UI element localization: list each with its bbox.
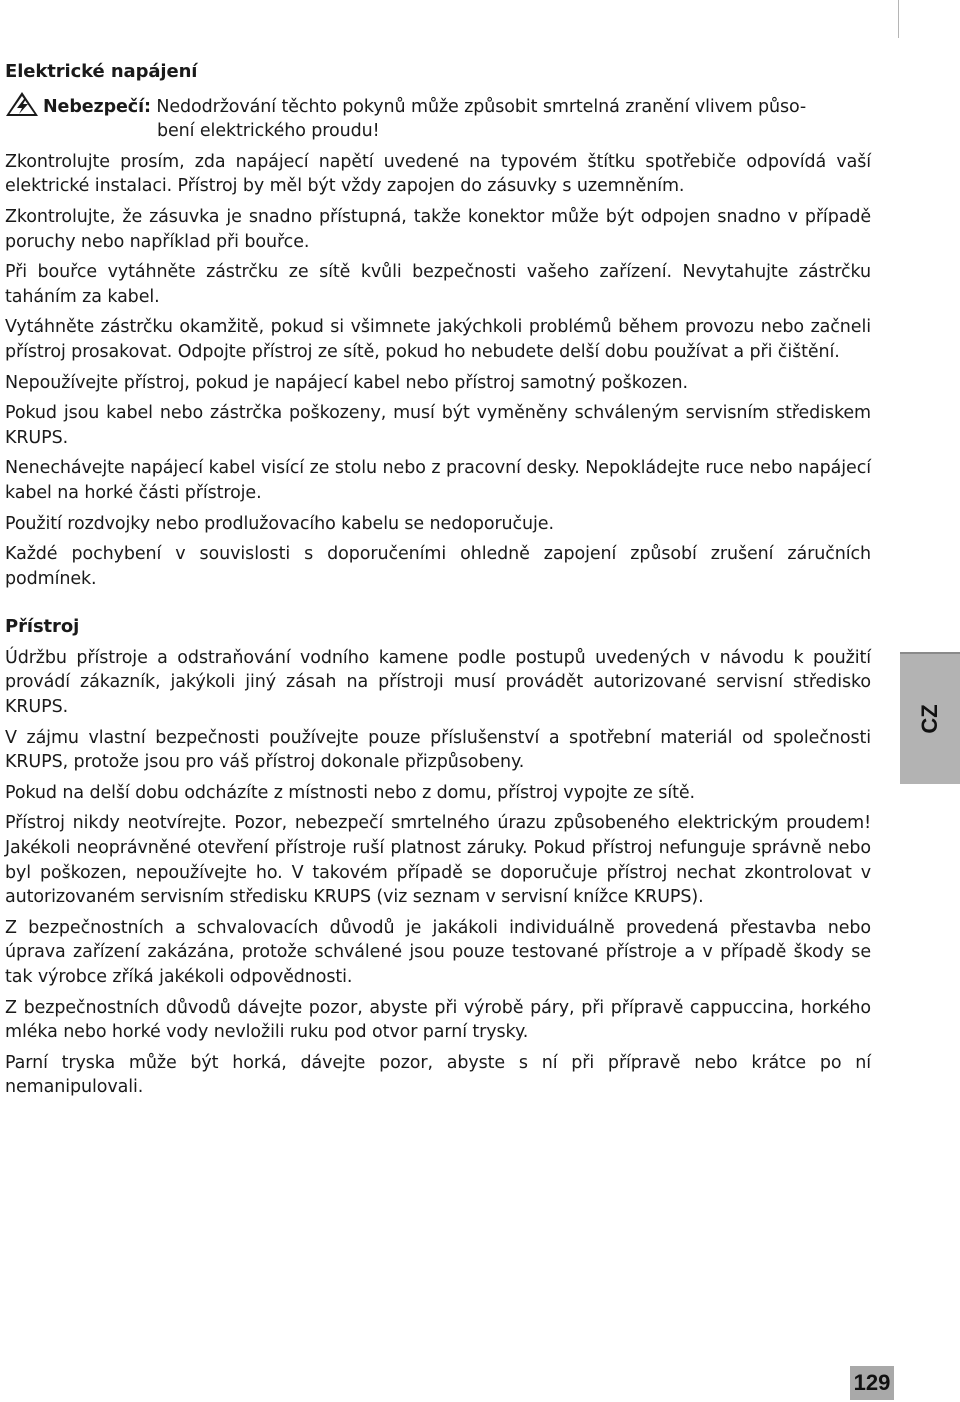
paragraph: Použití rozdvojky nebo prodlužovacího kabelu se nedoporučuje. <box>5 513 554 534</box>
paragraph: Pokud na delší dobu odcházíte z místnosti nebo z domu, přístroj vypojte ze sítě. <box>5 782 695 803</box>
paragraph: Pokud jsou kabel nebo zástrčka poškozeny, musí být vyměněny schváleným servisním střediskem KRUPS. <box>5 403 871 448</box>
paragraph: Zkontrolujte, že zásuvka je snadno přístupná, takže konektor může být odpojen snadno v případě poruchy nebo například při bouřce. <box>5 206 871 252</box>
section-heading-appliance: Přístroj <box>5 616 80 638</box>
danger-text-line2: bení elektrického proudu! <box>157 121 380 142</box>
paragraph: Z bezpečnostních důvodů dávejte pozor, abyste při výrobě páry, při přípravě cappuccina, horkého mléka nebo horké vody nevložili ruku pod otvor parní trysky. <box>5 997 871 1043</box>
paragraph: Vytáhněte zástrčku okamžitě, pokud si všimnete jakýchkoli problémů během provozu nebo začneli přístroj prosakovat. Odpojte přístroj ze sítě, pokud ho nebudete delší dobu používat a při čištění. <box>5 317 871 362</box>
page-number: 129 <box>850 1366 894 1400</box>
section-heading-electrical: Elektrické napájení <box>5 61 198 82</box>
danger-label: Nebezpečí: <box>43 96 151 117</box>
language-tab <box>900 652 960 784</box>
paragraph: Přístroj nikdy neotvírejte. Pozor, nebezpečí smrtelného úrazu způsobeného elektrickým proudem! Jakékoli neoprávněné otevření přístroje ruší platnost záruky. Pokud přístroj nefunguje správně nebo byl poškozen, nepoužívejte ho. V takovém případě se doporučuje přístroj nechat zkontrolovat v autorizovaném servisním středisku KRUPS (viz seznam v servisní knížce KRUPS). <box>5 813 871 908</box>
language-tab-label: CZ <box>917 704 942 734</box>
paragraph: Parní tryska může být horká, dávejte pozor, abyste s ní při přípravě nebo krátce po ní nemanipulovali. <box>5 1052 871 1098</box>
paragraph: Při bouřce vytáhněte zástrčku ze sítě kvůli bezpečnosti vašeho zařízení. Nevytahujte zástrčku taháním za kabel. <box>5 262 871 307</box>
page-content <box>5 60 871 1106</box>
danger-text-line1: Nedodržování těchto pokynů může způsobit smrtelná zranění vlivem půso- <box>150 96 807 117</box>
danger-notice <box>5 91 871 144</box>
paragraph: V zájmu vlastní bezpečnosti používejte pouze příslušenství a spotřební materiál od společnosti KRUPS, protože jsou pro váš přístroj dokonale přizpůsobeny. <box>5 727 871 773</box>
paragraph: Zkontrolujte prosím, zda napájecí napětí uvedené na typovém štítku spotřebiče odpovídá vaší elektrické instalaci. Přístroj by měl být vždy zapojen do zásuvky s uzemněním. <box>5 151 871 197</box>
paragraph: Každé pochybení v souvislosti s doporučeními ohledně zapojení způsobí zrušení záručních podmínek. <box>5 544 871 589</box>
paragraph: Z bezpečnostních a schvalovacích důvodů je jakákoli individuálně provedená přestavba nebo úprava zařízení zakázána, protože schválené jsou pouze testované přístroje a v případě škody se tak výrobce zříká jakékoli odpovědnosti. <box>5 917 871 987</box>
paragraph: Nepoužívejte přístroj, pokud je napájecí kabel nebo přístroj samotný poškozen. <box>5 372 688 393</box>
paragraph: Nenechávejte napájecí kabel visící ze stolu nebo z pracovní desky. Nepokládejte ruce nebo napájecí kabel na horké části přístroje. <box>5 458 871 503</box>
electric-hazard-warning-icon <box>5 91 39 117</box>
corner-rule <box>898 0 899 38</box>
paragraph: Údržbu přístroje a odstraňování vodního kamene podle postupů uvedených v návodu k použití provádí zákazník, jakýkoli jiný zásah na přístroji musí provádět autorizované servisní středisko KRUPS. <box>5 647 871 718</box>
